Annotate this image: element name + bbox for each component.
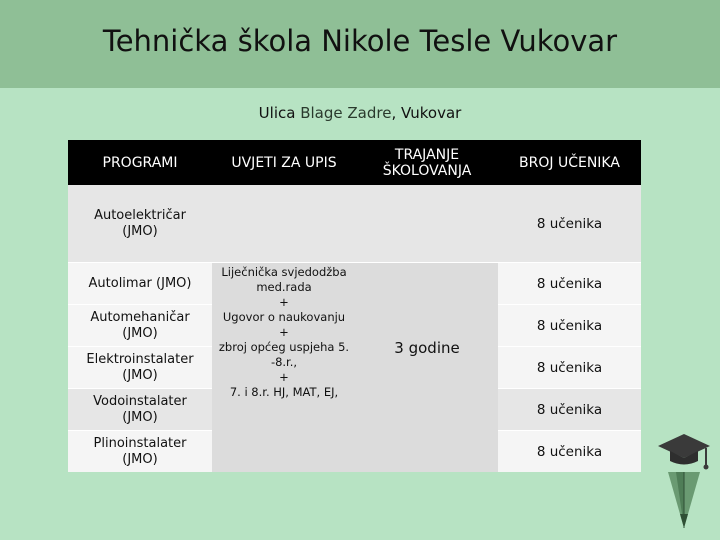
requirement-line: 7. i 8.r. HJ, MAT, EJ, [229,385,339,399]
count-cell: 8 učenika [498,263,641,305]
duration-value: 3 godine [394,338,460,357]
header-programi: PROGRAMI [68,140,212,185]
count-cell: 8 učenika [498,347,641,389]
duration-cell [356,263,498,473]
program-type: (JMO) [122,325,158,341]
program-name: Autoelektričar [94,207,186,223]
header-uvjeti: UVJETI ZA UPIS [212,140,356,185]
page-title: Tehnička škola Nikole Tesle Vukovar [102,24,618,58]
programs-table [68,140,641,472]
subtitle-street: Blage Zadre [300,104,392,122]
subtitle-city: , Vukovar [391,104,462,122]
requirement-line: + [279,370,289,384]
program-type: (JMO) [122,409,158,425]
table-header-row [68,140,641,185]
program-cell [68,305,212,347]
header-broj: BROJ UČENIKA [498,140,641,185]
program-name: Autolimar [88,275,152,291]
program-type: (JMO) [156,275,192,291]
program-cell [68,185,212,263]
program-type: (JMO) [122,451,158,467]
program-type: (JMO) [122,367,158,383]
count-cell: 8 učenika [498,185,641,263]
program-name: Vodoinstalater [93,393,187,409]
requirement-line: Liječnička svjedodžba med.rada [221,265,347,294]
program-cell [68,347,212,389]
program-cell [68,389,212,431]
count-cell: 8 učenika [498,431,641,473]
program-cell [68,263,212,305]
program-cell [68,431,212,473]
table-row [68,263,641,305]
program-type: (JMO) [122,223,158,239]
count-cell: 8 učenika [498,305,641,347]
address-subtitle [0,104,720,122]
duration-top-cell [356,185,498,263]
requirement-line: + [279,325,289,339]
program-name: Automehaničar [90,309,190,325]
program-name: Elektroinstalater [86,351,194,367]
requirement-line: + [279,295,289,309]
program-name: Plinoinstalater [93,435,187,451]
subtitle-prefix: Ulica [258,104,296,122]
table-row [68,185,641,263]
requirement-line: Ugovor o naukovanju [222,310,346,324]
requirements-top-cell [212,185,356,263]
requirements-cell [212,263,356,473]
graduation-cap-pencil-icon [656,432,712,532]
count-cell: 8 učenika [498,389,641,431]
requirement-line: zbroj općeg uspjeha 5. -8.r., [218,340,350,369]
header-trajanje: TRAJANJE ŠKOLOVANJA [356,140,498,185]
